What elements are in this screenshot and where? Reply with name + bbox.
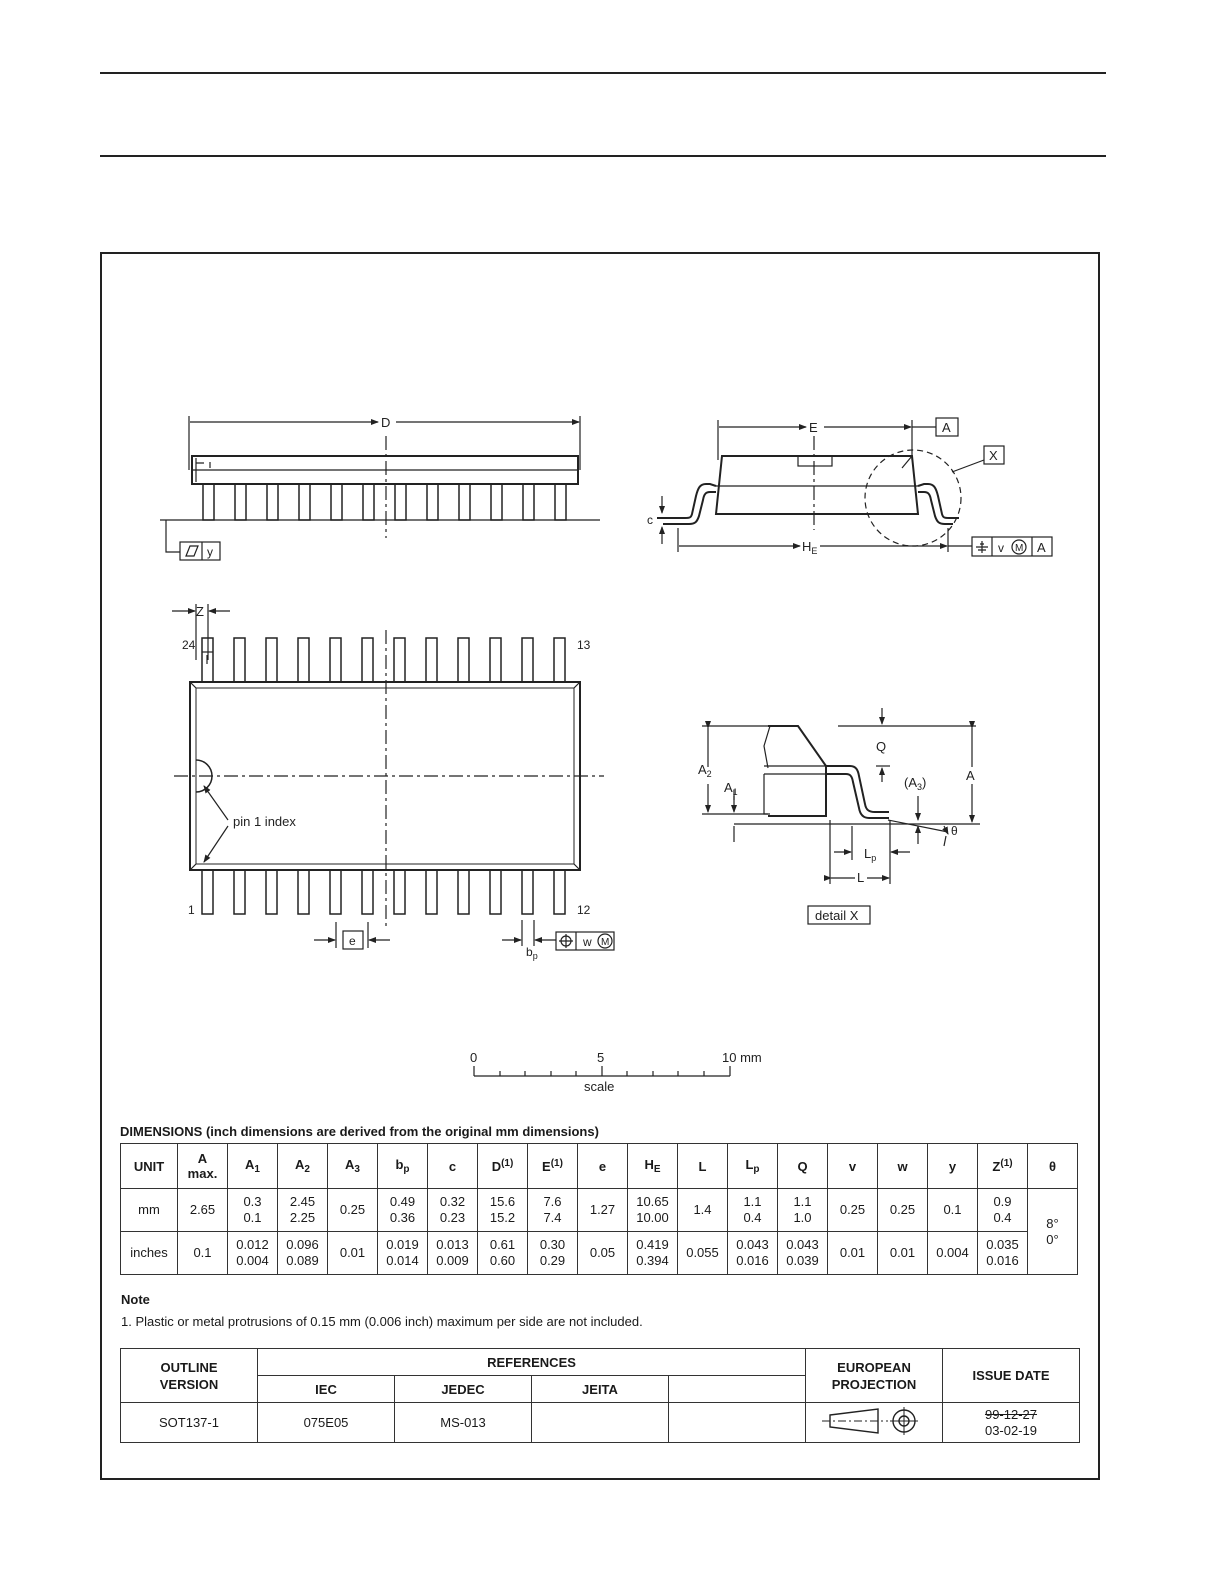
label-pin13: 13	[577, 638, 591, 652]
dim-cell-mm-13: 1.1 1.0	[778, 1189, 828, 1232]
end-view	[657, 418, 1052, 556]
label-pin12: 12	[577, 903, 591, 917]
label-A1: $A_1$	[724, 780, 738, 797]
label-A3: $(A_3)$	[904, 775, 927, 792]
note-heading: Note	[121, 1292, 150, 1307]
scale-10: 10 mm	[722, 1050, 762, 1065]
dim-cell-inches-14: 0.01	[828, 1232, 878, 1275]
label-pin1-index: pin 1 index	[233, 814, 296, 829]
label-M: M	[1015, 543, 1024, 554]
label-w: w	[583, 935, 592, 949]
dim-cell-mm-17: 0.9 0.4	[978, 1189, 1028, 1232]
dim-header-8: $E^{(1)}$	[528, 1144, 578, 1189]
label-Z: Z	[196, 604, 204, 619]
dim-header-5: $b_p$	[378, 1144, 428, 1189]
dim-header-3: $A_2$	[278, 1144, 328, 1189]
references-table	[120, 1348, 1080, 1443]
dim-cell-mm-5: 0.49 0.36	[378, 1189, 428, 1232]
projection-cell	[806, 1403, 943, 1443]
dim-cell-inches-2: 0.012 0.004	[228, 1232, 278, 1275]
dim-cell-inches-7: 0.61 0.60	[478, 1232, 528, 1275]
dim-cell-mm-8: 7.6 7.4	[528, 1189, 578, 1232]
dimensions-row-inches	[121, 1232, 1078, 1275]
label-HE: $H_E$	[802, 539, 818, 556]
dim-cell-mm-15: 0.25	[878, 1189, 928, 1232]
label-L: L	[857, 870, 865, 885]
scale-bar	[474, 1066, 730, 1076]
dim-cell-mm-10: 10.65 10.00	[628, 1189, 678, 1232]
iec-label: IEC	[258, 1376, 395, 1403]
dim-cell-mm-9: 1.27	[578, 1189, 628, 1232]
label-y: y	[207, 545, 213, 559]
jeita-label: JEITA	[532, 1376, 669, 1403]
dim-cell-inches-6: 0.013 0.009	[428, 1232, 478, 1275]
dimensions-header-row	[121, 1144, 1078, 1189]
label-A-ref: A	[1037, 540, 1046, 555]
dim-cell-mm-0: mm	[121, 1189, 178, 1232]
dim-header-17: $Z^{(1)}$	[978, 1144, 1028, 1189]
label-c: c	[647, 513, 653, 527]
dim-header-16: y	[928, 1144, 978, 1189]
dim-header-10: $H_E$	[628, 1144, 678, 1189]
dim-cell-inches-17: 0.035 0.016	[978, 1232, 1028, 1275]
dim-header-6: c	[428, 1144, 478, 1189]
scale-caption: scale	[584, 1079, 615, 1094]
dim-cell-inches-8: 0.30 0.29	[528, 1232, 578, 1275]
label-pin24: 24	[182, 638, 196, 652]
label-E: E	[809, 420, 818, 435]
references-label: REFERENCES	[258, 1349, 806, 1376]
dim-header-15: w	[878, 1144, 928, 1189]
dim-cell-inches-16: 0.004	[928, 1232, 978, 1275]
dim-header-1: A max.	[178, 1144, 228, 1189]
dim-cell-inches-3: 0.096 0.089	[278, 1232, 328, 1275]
scale-5: 5	[597, 1050, 605, 1065]
label-D: D	[381, 415, 391, 430]
label-detail-x: detail X	[815, 908, 859, 923]
label-A-detail: A	[966, 768, 975, 783]
issue-date-old: 99-12-27	[984, 1406, 1038, 1422]
dim-cell-inches-4: 0.01	[328, 1232, 378, 1275]
dimensions-row-mm	[121, 1189, 1078, 1232]
jeita-value	[532, 1403, 669, 1443]
dim-cell-inches-12: 0.043 0.016	[728, 1232, 778, 1275]
label-theta: θ	[951, 824, 958, 838]
dim-cell-inches-1: 0.1	[178, 1232, 228, 1275]
dim-cell-mm-2: 0.3 0.1	[228, 1189, 278, 1232]
scale-0: 0	[470, 1050, 478, 1065]
jedec-value: MS-013	[395, 1403, 532, 1443]
detail-x-view	[702, 708, 980, 924]
label-bp: $b_p$	[526, 945, 538, 961]
iec-value: 075E05	[258, 1403, 395, 1443]
issue-date-label: ISSUE DATE	[943, 1349, 1080, 1403]
issue-date-value	[943, 1403, 1080, 1443]
dim-cell-inches-15: 0.01	[878, 1232, 928, 1275]
dim-cell-mm-4: 0.25	[328, 1189, 378, 1232]
dim-cell-inches-5: 0.019 0.014	[378, 1232, 428, 1275]
dim-header-11: L	[678, 1144, 728, 1189]
issue-date-new: 03-02-19	[984, 1422, 1038, 1438]
dim-header-2: $A_1$	[228, 1144, 278, 1189]
label-A2: $A_2$	[698, 762, 712, 779]
dimensions-table	[120, 1143, 1078, 1275]
dim-cell-mm-14: 0.25	[828, 1189, 878, 1232]
jedec-label: JEDEC	[395, 1376, 532, 1403]
dim-header-13: Q	[778, 1144, 828, 1189]
side-view	[160, 416, 600, 560]
dim-header-4: $A_3$	[328, 1144, 378, 1189]
outline-version-value: SOT137-1	[121, 1403, 258, 1443]
top-view	[172, 604, 614, 950]
dim-cell-mm-11: 1.4	[678, 1189, 728, 1232]
dim-cell-inches-10: 0.419 0.394	[628, 1232, 678, 1275]
dimensions-title: DIMENSIONS (inch dimensions are derived from the original mm dimensions)	[120, 1124, 599, 1139]
label-pin1: 1	[188, 903, 195, 917]
blank-ref-header	[669, 1376, 806, 1403]
label-Q: Q	[876, 739, 887, 754]
dim-cell-theta: 8° 0°	[1028, 1189, 1078, 1275]
dim-header-14: v	[828, 1144, 878, 1189]
dim-header-9: e	[578, 1144, 628, 1189]
dim-cell-inches-9: 0.05	[578, 1232, 628, 1275]
dim-header-12: $L_p$	[728, 1144, 778, 1189]
dim-header-18: θ	[1028, 1144, 1078, 1189]
dim-cell-mm-12: 1.1 0.4	[728, 1189, 778, 1232]
dim-cell-inches-0: inches	[121, 1232, 178, 1275]
extra-ref-value	[669, 1403, 806, 1443]
dim-cell-mm-3: 2.45 2.25	[278, 1189, 328, 1232]
dim-cell-inches-13: 0.043 0.039	[778, 1232, 828, 1275]
label-X-box: X	[989, 448, 998, 463]
dim-cell-mm-1: 2.65	[178, 1189, 228, 1232]
label-v: v	[998, 541, 1004, 555]
outline-version-label: OUTLINE VERSION	[121, 1349, 258, 1403]
label-Lp: $L_p$	[864, 846, 877, 863]
dim-cell-inches-11: 0.055	[678, 1232, 728, 1275]
dim-cell-mm-7: 15.6 15.2	[478, 1189, 528, 1232]
label-e: e	[349, 934, 356, 948]
note-text: 1. Plastic or metal protrusions of 0.15 mm (0.006 inch) maximum per side are not included.	[121, 1314, 643, 1329]
label-M-w: M	[601, 937, 610, 948]
dim-cell-mm-6: 0.32 0.23	[428, 1189, 478, 1232]
dim-header-0: UNIT	[121, 1144, 178, 1189]
label-A-box: A	[942, 420, 951, 435]
dim-cell-mm-16: 0.1	[928, 1189, 978, 1232]
projection-label: EUROPEAN PROJECTION	[806, 1349, 943, 1403]
dim-header-7: $D^{(1)}$	[478, 1144, 528, 1189]
